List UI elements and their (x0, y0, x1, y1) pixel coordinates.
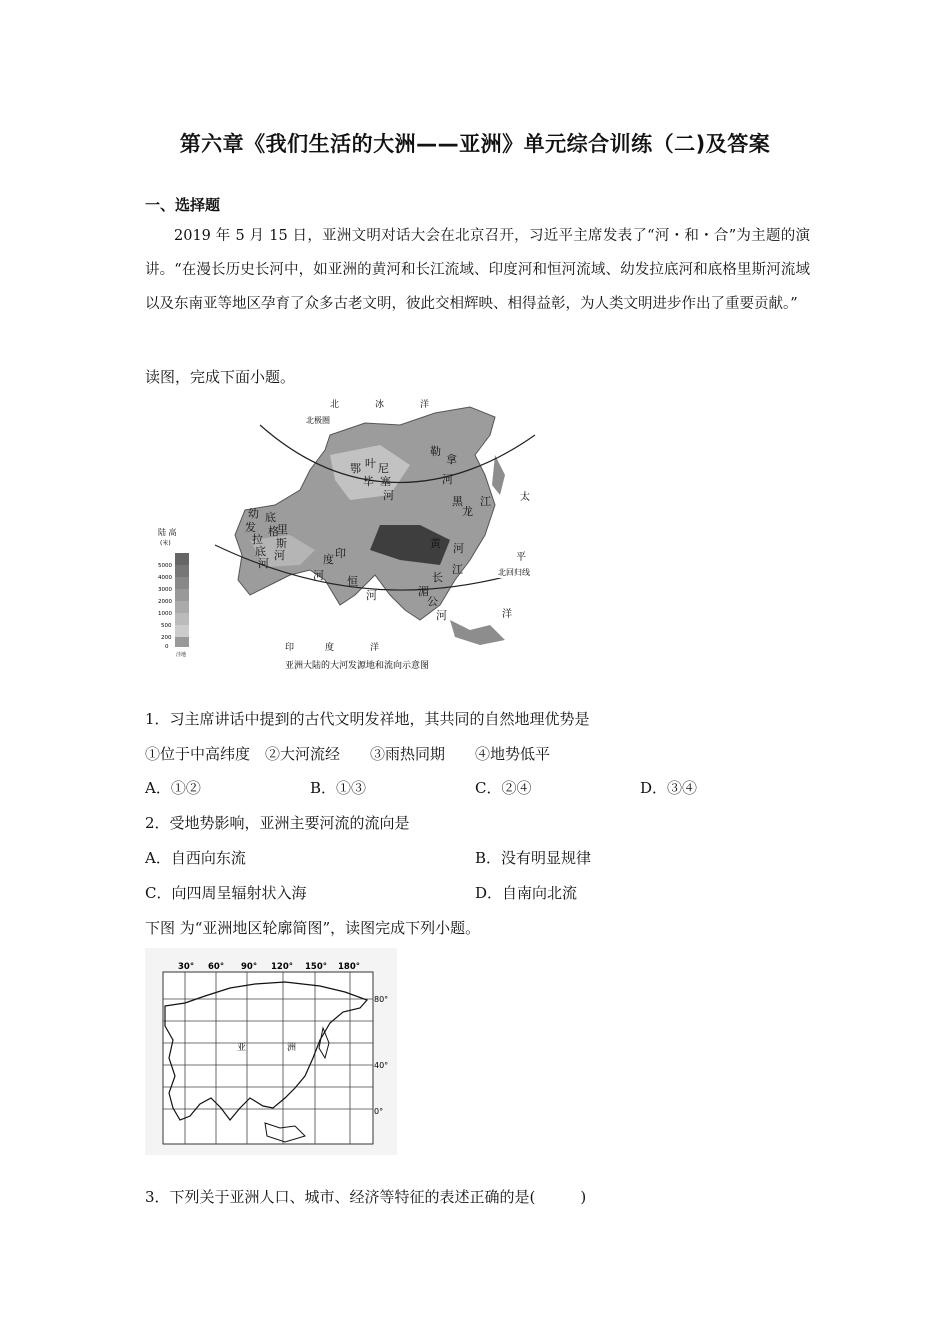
legend-bottom: 洼地 (176, 652, 187, 658)
river-char: 幼 (248, 507, 259, 520)
q1-stem: 1．习主席讲话中提到的古代文明发祥地，其共同的自然地理优势是 (145, 710, 590, 728)
river-char: 拿 (446, 453, 457, 466)
map2-label-ya: 亚 (237, 1043, 247, 1053)
river-char: 勒 (430, 445, 441, 458)
q2-option-c[interactable]: C．向四周呈辐射状入海 (145, 884, 307, 902)
ocean-pacific-3: 洋 (502, 609, 512, 620)
river-char: 公 (427, 595, 438, 608)
river-char: 发 (245, 521, 256, 534)
river-char: 印 (335, 547, 346, 560)
q1-option-b[interactable]: B．①③ (310, 779, 367, 797)
river-char: 度 (323, 553, 334, 566)
lon-label: 60° (208, 962, 225, 972)
arctic-circle-label: 北极圈 (306, 416, 330, 425)
legend-title: 陆 高 (158, 528, 177, 537)
q1-items: ①位于中高纬度 ②大河流经 ③雨热同期 ④地势低平 (145, 745, 551, 763)
legend-tick: 4000 (158, 575, 172, 581)
river-char: 底 (265, 511, 276, 524)
intro-paragraph: 2019 年 5 月 15 日，亚洲文明对话大会在北京召开，习近平主席发表了“河・和・合”为主题的演讲。“在漫长历史长河中，如亚洲的黄河和长江流域、印度河和恒河流域、幼发拉底河和底格里斯河流域以及东南亚等地区孕育了众多古老文明，彼此交相辉映、相得益彰，为人类文明进步作出了重要贡献。” (145, 228, 810, 312)
ocean-arctic-1: 北 (330, 400, 340, 410)
lon-label: 180° (338, 962, 360, 972)
legend-unit: (米) (160, 540, 171, 547)
river-char: 河 (436, 609, 447, 622)
river-char: 河 (442, 473, 453, 486)
map1-caption: 亚洲大陆的大河发源地和流向示意图 (285, 661, 430, 671)
river-char: 恒 (347, 575, 358, 588)
legend-tick: 200 (161, 635, 172, 641)
river-char: 尼 (378, 462, 389, 475)
q3-stem: 3．下列关于亚洲人口、城市、经济等特征的表述正确的是( ) (145, 1188, 587, 1206)
lon-label: 120° (271, 962, 293, 972)
river-char: 塞 (380, 475, 391, 488)
river-char: 斯 (276, 537, 287, 550)
lon-label: 150° (305, 962, 327, 972)
lat-label: 80° (374, 995, 389, 1004)
river-char: 底 (255, 545, 266, 558)
document-title: 第六章《我们生活的大洲——亚洲》单元综合训练（二)及答案 (179, 132, 771, 156)
legend-tick: 5000 (158, 563, 172, 569)
river-char: 格 (268, 525, 279, 538)
legend-tick: 2000 (158, 599, 172, 605)
river-char: 里 (277, 523, 288, 536)
asia-rivers-map (150, 395, 545, 675)
q2-option-b[interactable]: B．没有明显规律 (475, 849, 592, 867)
section-heading: 一、选择题 (145, 196, 221, 214)
ocean-indian-2: 度 (325, 643, 335, 653)
q2-stem: 2．受地势影响，亚洲主要河流的流向是 (145, 814, 410, 832)
river-char: 河 (383, 489, 394, 502)
river-char: 毕 (363, 475, 374, 488)
lon-label: 90° (241, 962, 258, 972)
tropic-label: 北回归线 (498, 568, 530, 577)
river-char: 鄂 (350, 462, 361, 475)
river-char: 叶 (365, 457, 376, 470)
river-char: 江 (452, 563, 463, 576)
lat-label: 40° (374, 1061, 389, 1070)
q2-option-d[interactable]: D．自南向北流 (475, 884, 578, 902)
q2-option-a[interactable]: A．自西向东流 (145, 849, 246, 867)
legend-tick: 500 (161, 623, 172, 629)
q1-option-c[interactable]: C．②④ (475, 779, 532, 797)
q1-option-d[interactable]: D．③④ (640, 779, 698, 797)
river-char: 河 (366, 589, 377, 602)
asia-outline-map (145, 948, 397, 1155)
ocean-pacific-2: 平 (516, 552, 526, 563)
river-char: 湄 (418, 585, 429, 598)
read-instruction: 读图，完成下面小题。 (145, 368, 296, 386)
legend-tick: 0 (165, 644, 169, 650)
river-char: 长 (432, 571, 443, 584)
river-char: 拉 (252, 533, 263, 546)
lon-label: 30° (178, 962, 195, 972)
river-char: 河 (258, 557, 269, 570)
river-char: 黑 (452, 495, 463, 508)
ocean-pacific-1: 太 (520, 492, 530, 503)
ocean-arctic-2: 冰 (375, 400, 385, 410)
river-char: 河 (313, 569, 324, 582)
ocean-indian-1: 印 (285, 643, 295, 653)
legend-tick: 1000 (158, 611, 172, 617)
map2-instruction: 下图 为“亚洲地区轮廓简图”，读图完成下列小题。 (145, 919, 481, 937)
lat-label: 0° (374, 1107, 384, 1116)
q1-option-a[interactable]: A．①② (145, 779, 201, 797)
river-char: 龙 (462, 505, 473, 518)
river-char: 河 (274, 549, 285, 562)
ocean-indian-3: 洋 (370, 643, 380, 653)
legend-bar (175, 553, 189, 647)
legend-tick: 3000 (158, 587, 172, 593)
map2-label-zhou: 洲 (287, 1043, 297, 1053)
ocean-arctic-3: 洋 (420, 400, 430, 410)
river-char: 黄 (430, 537, 441, 550)
river-char: 河 (453, 542, 464, 555)
river-char: 江 (480, 495, 491, 508)
